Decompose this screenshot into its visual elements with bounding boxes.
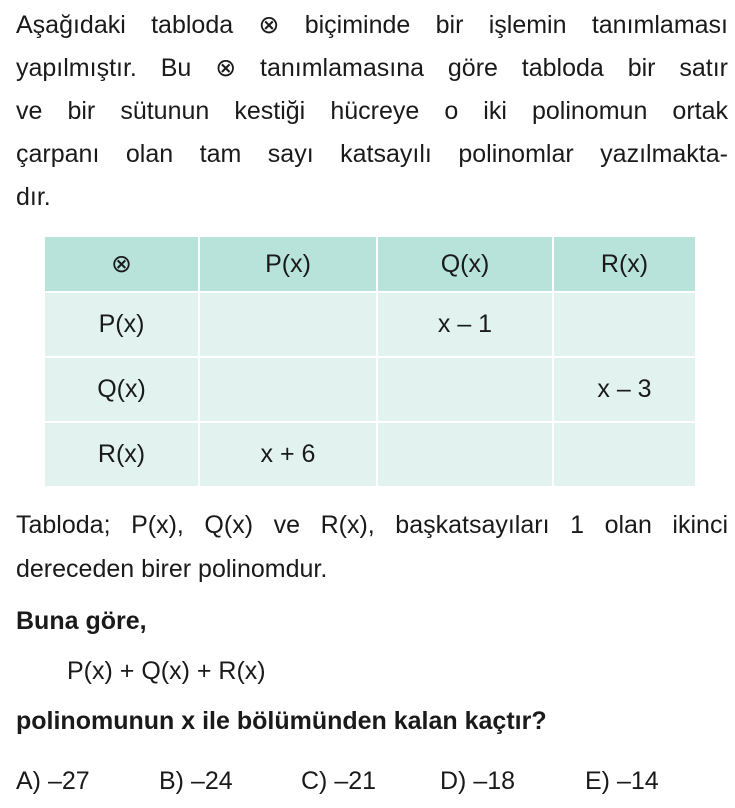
polynomial-expression: P(x) + Q(x) + R(x) bbox=[67, 657, 266, 685]
operation-table bbox=[43, 235, 697, 488]
table-cell bbox=[199, 357, 377, 422]
polynomial-description bbox=[16, 503, 728, 591]
table-cell bbox=[377, 357, 553, 422]
choice-d[interactable]: D) –18 bbox=[440, 767, 516, 795]
problem-intro bbox=[16, 4, 728, 219]
intro-line: yapılmıştır. Bu ⊗ tanımlamasına göre tabloda bir satır bbox=[16, 54, 728, 82]
operator-symbol-header: ⊗ bbox=[44, 236, 199, 292]
table-cell: x – 3 bbox=[553, 357, 696, 422]
column-header: P(x) bbox=[199, 236, 377, 292]
table-header-row bbox=[44, 236, 696, 292]
intro-line: dır. bbox=[16, 183, 51, 211]
intro-line: Aşağıdaki tabloda ⊗ biçiminde bir işlemin tanımlaması bbox=[16, 11, 728, 39]
table-cell bbox=[199, 292, 377, 357]
row-header: R(x) bbox=[44, 422, 199, 487]
prompt-intro: Buna göre, bbox=[16, 607, 147, 635]
table-cell bbox=[553, 422, 696, 487]
table-cell bbox=[377, 422, 553, 487]
column-header: Q(x) bbox=[377, 236, 553, 292]
table-cell: x + 6 bbox=[199, 422, 377, 487]
intro-line: çarpanı olan tam sayı katsayılı polinomlar yazılmakta- bbox=[16, 140, 728, 168]
question-text: polinomunun x ile bölümünden kalan kaçtır? bbox=[16, 707, 547, 735]
table-row bbox=[44, 292, 696, 357]
intro-line: ve bir sütunun kestiği hücreye o iki polinomun ortak bbox=[16, 97, 728, 125]
description-line: Tabloda; P(x), Q(x) ve R(x), başkatsayıları 1 olan ikinci bbox=[16, 511, 728, 539]
row-header: Q(x) bbox=[44, 357, 199, 422]
row-header: P(x) bbox=[44, 292, 199, 357]
choice-a[interactable]: A) –27 bbox=[16, 767, 90, 795]
description-line: dereceden birer polinomdur. bbox=[16, 555, 328, 583]
column-header: R(x) bbox=[553, 236, 696, 292]
table-row bbox=[44, 422, 696, 487]
choice-e[interactable]: E) –14 bbox=[585, 767, 659, 795]
table-cell bbox=[553, 292, 696, 357]
table-row bbox=[44, 357, 696, 422]
choice-b[interactable]: B) –24 bbox=[159, 767, 233, 795]
choice-c[interactable]: C) –21 bbox=[301, 767, 377, 795]
table-cell: x – 1 bbox=[377, 292, 553, 357]
